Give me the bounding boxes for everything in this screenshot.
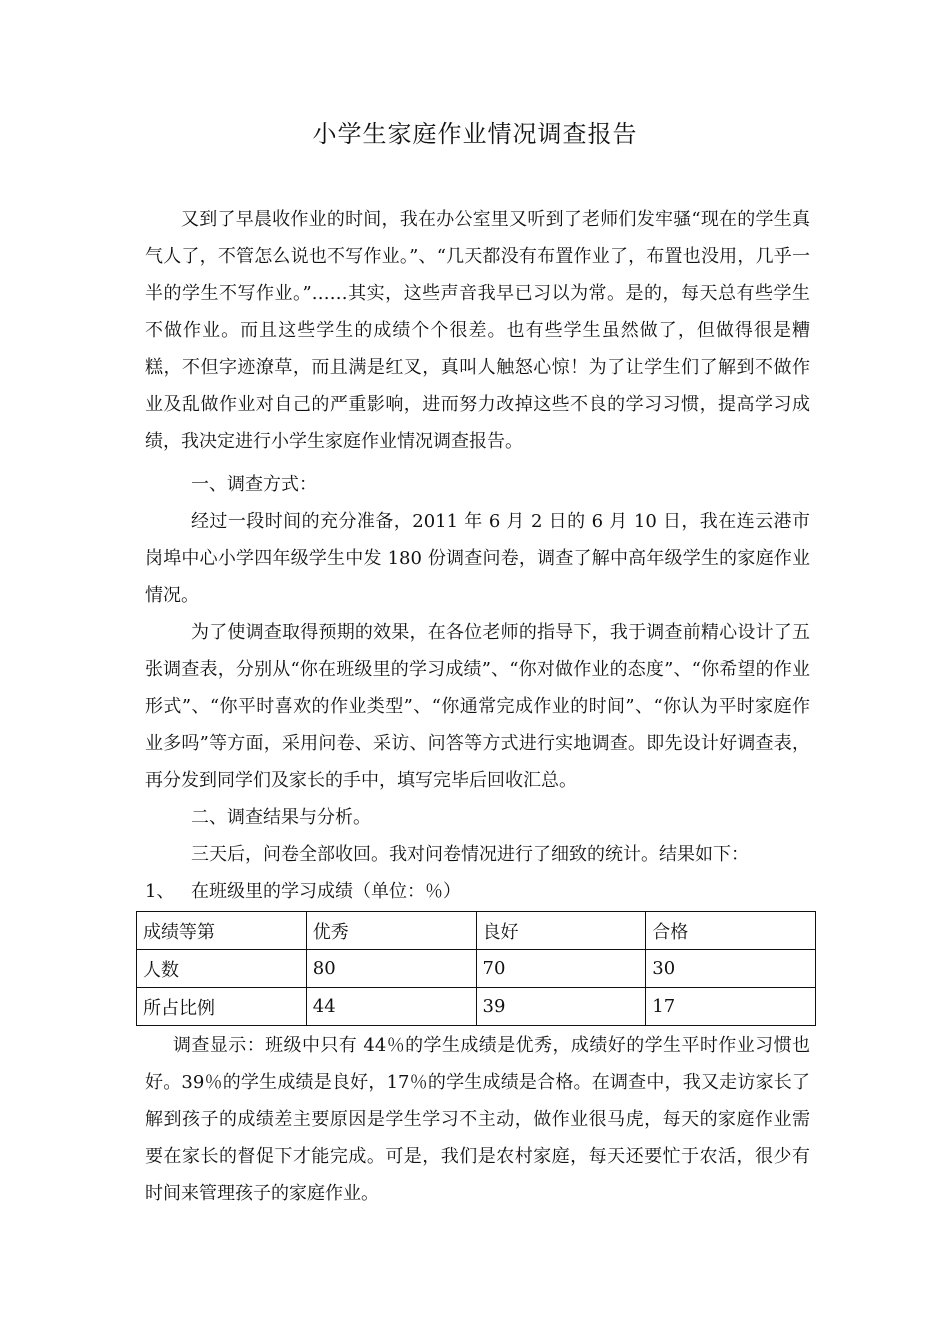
finding-paragraph: 调查显示：班级中只有 44％的学生成绩是优秀，成绩好的学生平时作业习惯也好。39％的学生成绩是良好，17％的学生成绩是合格。在调查中，我又走访家长了解到孩子的成绩差主要原因是学生学习不主动，做作业很马虎，每天的家庭作业需要在家长的督促下才能完成。可是，我们是农村家庭，每天还要忙于农活，很少有时间来管理孩子的家庭作业。	[145, 1035, 810, 1204]
table-header-cell: 合格	[646, 912, 816, 950]
results-intro-paragraph: 三天后，问卷全部收回。我对问卷情况进行了细致的统计。结果如下：	[191, 844, 749, 865]
list-item-number: 1、	[145, 881, 175, 902]
table-cell: 17	[646, 988, 816, 1026]
table-cell: 39	[476, 988, 646, 1026]
section-heading-method: 一、调查方式：	[191, 474, 317, 495]
table-row	[137, 950, 816, 988]
list-item-label: 在班级里的学习成绩（单位：％）	[191, 881, 461, 902]
table-cell: 30	[646, 950, 816, 988]
section-heading-results: 二、调查结果与分析。	[191, 807, 371, 828]
table-row	[137, 988, 816, 1026]
table-header-row	[137, 912, 816, 950]
document-title: 小学生家庭作业情况调查报告	[312, 120, 638, 148]
table-header-cell: 良好	[476, 912, 646, 950]
table-cell: 所占比例	[137, 988, 307, 1026]
list-item-1	[145, 873, 810, 910]
method-paragraph-2: 为了使调查取得预期的效果，在各位老师的指导下，我于调查前精心设计了五张调查表，分别从“你在班级里的学习成绩”、“你对做作业的态度”、“你希望的作业形式”、“你平时喜欢的作业类型”、“你通常完成作业的时间”、“你认为平时家庭作业多吗”等方面，采用问卷、采访、问答等方式进行实地调查。即先设计好调查表，再分发到同学们及家长的手中，填写完毕后回收汇总。	[145, 622, 810, 791]
table-cell: 80	[306, 950, 476, 988]
table-cell: 44	[306, 988, 476, 1026]
intro-paragraph: 又到了早晨收作业的时间，我在办公室里又听到了老师们发牢骚“现在的学生真气人了，不管怎么说也不写作业。”、“几天都没有布置作业了，布置也没用，几乎一半的学生不写作业。”……其实，这些声音我早已习以为常。是的，每天总有些学生不做作业。而且这些学生的成绩个个很差。也有些学生虽然做了，但做得很是糟糕，不但字迹潦草，而且满是红叉，真叫人触怒心惊！为了让学生们了解到不做作业及乱做作业对自己的严重影响，进而努力改掉这些不良的学习习惯，提高学习成绩，我决定进行小学生家庭作业情况调查报告。	[145, 209, 810, 452]
table-cell: 70	[476, 950, 646, 988]
table-header-cell: 优秀	[306, 912, 476, 950]
grades-table	[136, 911, 816, 1026]
method-paragraph-1: 经过一段时间的充分准备，2011 年 6 月 2 日的 6 月 10 日，我在连云港市岗埠中心小学四年级学生中发 180 份调查问卷，调查了解中高年级学生的家庭作业情况。	[145, 511, 810, 606]
table-cell: 人数	[137, 950, 307, 988]
table-header-cell: 成绩等第	[137, 912, 307, 950]
